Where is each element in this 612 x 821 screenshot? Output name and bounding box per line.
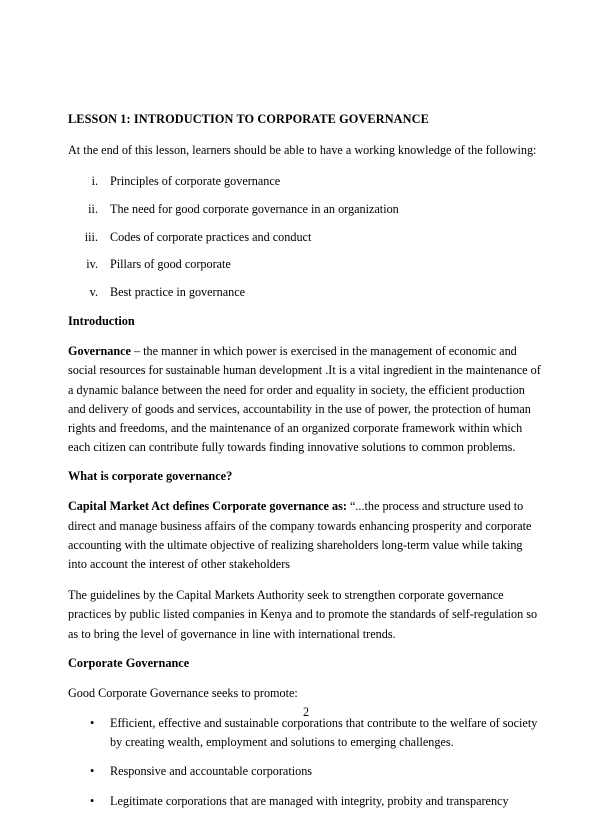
list-marker: v. bbox=[89, 285, 98, 299]
list-marker: ii. bbox=[88, 201, 98, 216]
capital-market-act-paragraph bbox=[68, 497, 544, 574]
capital-market-act-lead: Capital Market Act defines Corporate governance as: bbox=[68, 499, 347, 514]
list-item-text: Legitimate corporations that are managed with integrity, probity and transparency bbox=[110, 793, 509, 808]
capital-market-act-quote: “...the process and structure used to direct and manage business affairs of the company towards enhancing prosperity and corporate accounting with the ultimate objective of realizing shareholders long-term value while taking into account the interest of other stakeholders bbox=[68, 499, 532, 571]
section-heading-what-is-corporate-governance: What is corporate governance? bbox=[68, 469, 233, 484]
list-item-text: Principles of corporate governance bbox=[110, 174, 281, 189]
guidelines-paragraph: The guidelines by the Capital Markets Authority seek to strengthen corporate governance practices by public listed companies in Kenya and to promote the standards of self-regulation so as to bring the level of governance in line with international trends. bbox=[68, 588, 538, 641]
promote-intro-paragraph: Good Corporate Governance seeks to promote: bbox=[68, 685, 298, 700]
list-item-text: Codes of corporate practices and conduct bbox=[110, 229, 312, 244]
lesson-objectives-list bbox=[68, 172, 544, 302]
list-item bbox=[68, 200, 544, 219]
list-marker: iii. bbox=[84, 229, 98, 244]
section-heading-introduction: Introduction bbox=[68, 314, 135, 329]
list-item-text: Efficient, effective and sustainable corporations that contribute to the welfare of society by creating wealth, employment and solutions to emerging challenges. bbox=[110, 716, 538, 750]
list-marker: iv. bbox=[86, 257, 98, 272]
list-item-text: Responsive and accountable corporations bbox=[110, 764, 313, 779]
page-number: 2 bbox=[302, 705, 310, 719]
list-item-text: The need for good corporate governance in an organization bbox=[110, 201, 399, 216]
list-item bbox=[68, 283, 544, 302]
list-item-text: Pillars of good corporate bbox=[110, 257, 231, 272]
bullet-icon: • bbox=[90, 793, 95, 808]
list-item bbox=[68, 714, 544, 752]
bullet-icon: • bbox=[90, 716, 95, 730]
list-item bbox=[68, 255, 544, 274]
governance-definition-paragraph bbox=[68, 342, 544, 457]
list-item bbox=[68, 762, 544, 781]
list-item bbox=[68, 228, 544, 247]
page-title: LESSON 1: INTRODUCTION TO CORPORATE GOVERNANCE bbox=[68, 112, 429, 126]
promote-items-list bbox=[68, 714, 544, 811]
list-item-text: Best practice in governance bbox=[110, 285, 246, 299]
list-marker: i. bbox=[91, 174, 98, 189]
list-item bbox=[68, 792, 544, 811]
lesson-objectives-intro: At the end of this lesson, learners should be able to have a working knowledge of the following: bbox=[68, 142, 537, 157]
list-item bbox=[68, 172, 544, 191]
governance-definition-text: – the manner in which power is exercised in the management of economic and social resources for sustainable human development .It is a vital ingredient in the maintenance of a dynamic balance between the need for order and equality in society, the efficient production and delivery of goods and services, accountability in the use of power, the protection of human rights and freedoms, and the maintenance of an organized corporate framework within which each citizen can contribute fully towards finding innovative solutions to common problems. bbox=[68, 344, 541, 455]
section-heading-corporate-governance: Corporate Governance bbox=[68, 655, 190, 670]
governance-term: Governance bbox=[68, 344, 131, 359]
bullet-icon: • bbox=[90, 764, 95, 779]
